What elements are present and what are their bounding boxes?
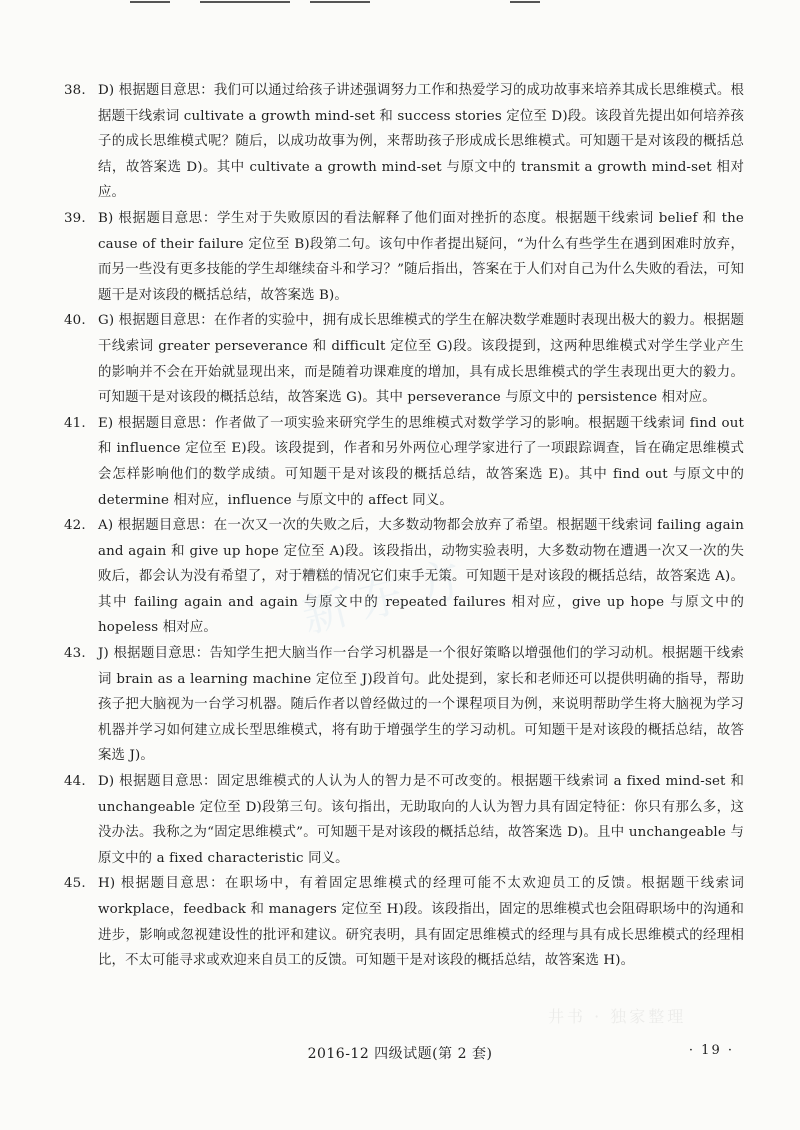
exam-title-footer: 2016-12 四级试题(第 2 套) — [307, 1046, 493, 1062]
explanation-41 — [64, 411, 744, 513]
center-watermark: 新东方 — [296, 548, 479, 644]
explanation-42 — [64, 513, 744, 641]
explanation-text: H) 根据题目意思：在职场中，有着固定思维模式的经理可能不太欢迎员工的反馈。根据题干线索词 workplace，feedback 和 managers 定位至 H)段。该段指出，固定的思维模式也会阻碍职场中的沟通和进步，影响或忽视建设性的批评和建议。研究表明，具有固定思维模式的经理与具有成长思维模式的经理相比，不太可能寻求或欢迎来自员工的反馈。可知题干是对该段的概括总结，故答案选 H)。 — [98, 876, 744, 969]
explanation-39 — [64, 206, 744, 308]
explanation-text: B) 根据题目意思：学生对于失败原因的看法解释了他们面对挫折的态度。根据题干线索词 belief 和 the cause of their failure 定位至 B)段第二句。该句中作者提出疑问，“为什么有些学生在遇到困难时放弃，而另一些没有更多技能的学生却继续奋斗和学习？”随后指出，答案在于人们对自己为什么失败的看法，可知题干是对该段的概括总结，故答案选 B)。 — [98, 210, 744, 303]
question-number: 39. — [64, 210, 86, 226]
explanation-text: A) 根据题目意思：在一次又一次的失败之后，大多数动物都会放弃了希望。根据题干线索词 failing again and again 和 give up hope 定位至 A)段。该段指出，动物实验表明，大多数动物在遭遇一次又一次的失败后，都会认为没有希望了，对于糟糕的情况它们束手无策。可知题干是对该段的概括总结，故答案选 A)。其中 failing again and again 与原文中的 repeated failures 相对应，give up hope 与原文中的 hopeless 相对应。 — [98, 518, 744, 636]
page-number: · 19 · — [688, 1043, 734, 1058]
explanation-text: E) 根据题目意思：作者做了一项实验来研究学生的思维模式对数学学习的影响。根据题干线索词 find out 和 influence 定位至 E)段。该段提到，作者和另外两位心理学家进行了一项跟踪调查，旨在确定思维模式会怎样影响他们的数学成绩。可知题干是对该段的概括总结，故答案选 E)。其中 find out 与原文中的 determine 相对应，influence 与原文中的 affect 同义。 — [98, 415, 744, 508]
question-number: 43. — [64, 646, 86, 662]
question-number: 38. — [64, 83, 86, 98]
top-edge-marks — [120, 0, 560, 6]
answer-explanations — [64, 78, 744, 974]
bottom-watermark: 井书 · 独家整理 — [548, 1007, 687, 1026]
explanation-40 — [64, 308, 744, 410]
explanation-text: D) 根据题目意思：固定思维模式的人认为人的智力是不可改变的。根据题干线索词 a fixed mind-set 和 unchangeable 定位至 D)段第三句。该句指出，无助取向的人认为智力具有固定特征：你只有那么多，这没办法。我称之为“固定思维模式”。可知题干是对该段的概括总结，故答案选 D)。且中 unchangeable 与原文中的 a fixed characteristic 同义。 — [98, 774, 744, 866]
explanation-44 — [64, 769, 744, 871]
explanation-45 — [64, 871, 744, 973]
explanation-text: D) 根据题目意思：我们可以通过给孩子讲述强调努力工作和热爱学习的成功故事来培养其成长思维模式。根据题干线索词 cultivate a growth mind-set 和 success stories 定位至 D)段。该段首先提出如何培养孩子的成长思维模式呢？随后，以成功故事为例，来帮助孩子形成成长思维模式。可知题干是对该段的概括总结，故答案选 D)。其中 cultivate a growth mind-set 与原文中的 transmit a growth mind-set 相对应。 — [98, 83, 744, 201]
question-number: 41. — [64, 415, 86, 431]
question-number: 42. — [64, 518, 86, 534]
question-number: 44. — [64, 774, 86, 790]
explanation-38 — [64, 78, 744, 206]
question-number: 45. — [64, 876, 86, 892]
explanation-43 — [64, 641, 744, 769]
explanation-text: G) 根据题目意思：在作者的实验中，拥有成长思维模式的学生在解决数学难题时表现出极大的毅力。根据题干线索词 greater perseverance 和 difficult 定位至 G)段。该段提到，这两种思维模式对学生学业产生的影响并不会在开始就显现出来，而是随着功课难度的增加，具有成长思维模式的学生表现出更大的毅力。可知题干是对该段的概括总结，故答案选 G)。其中 perseverance 与原文中的 persistence 相对应。 — [98, 313, 744, 406]
explanation-text: J) 根据题目意思：告知学生把大脑当作一台学习机器是一个很好策略以增强他们的学习动机。根据题干线索词 brain as a learning machine 定位至 J)段首句。此处提到，家长和老师还可以提供明确的指导，帮助孩子把大脑视为一台学习机器。随后作者以曾经做过的一个课程项目为例，来说明帮助学生将大脑视为学习机器并学习如何建立成长型思维模式，将有助于增强学生的学习动机。可知题干是对该段的概括总结，故答案选 J)。 — [98, 646, 744, 764]
question-number: 40. — [64, 313, 86, 329]
